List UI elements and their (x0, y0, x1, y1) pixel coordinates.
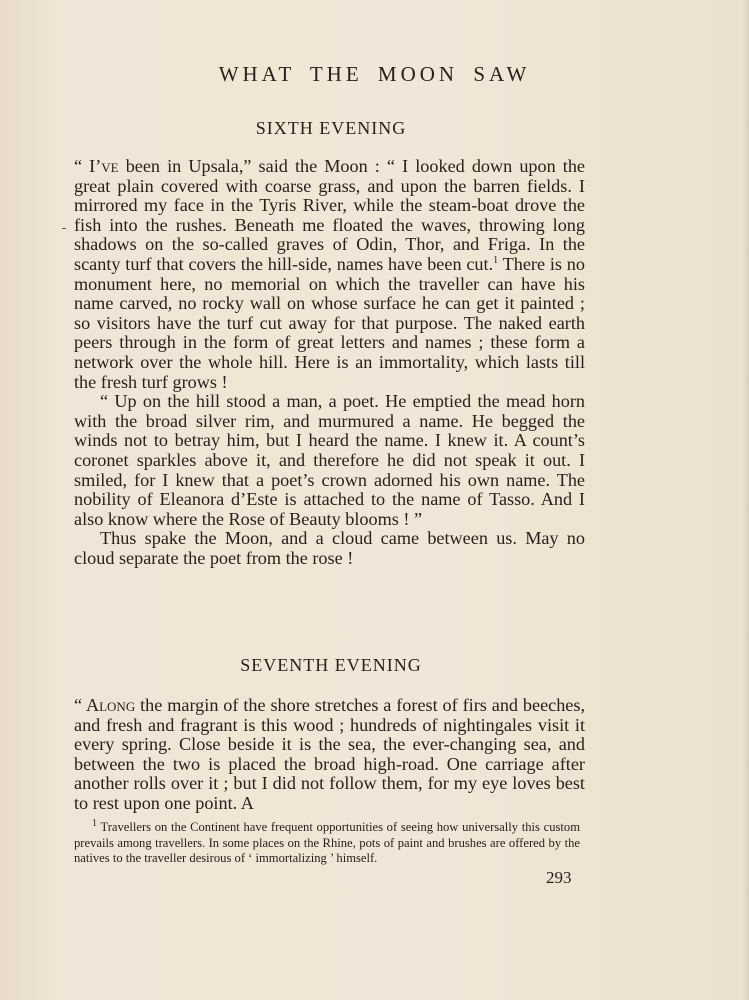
footnote-body: Travellers on the Continent have frequent opportunities of seeing how universally this custom prevails among travellers. In some places on the Rhine, pots of paint and brushes are offered by the natives to the traveller desirous of ‘ immortalizing ’ himself. (74, 820, 580, 865)
paragraph-lead: “ Along (74, 695, 136, 715)
section-title-sixth-evening: SIXTH EVENING (255, 118, 407, 138)
paragraph: Thus spake the Moon, and a cloud came between us. May no cloud separate the poet from the rose ! (74, 528, 585, 568)
page-number: 293 (546, 868, 572, 887)
paragraph: “ Up on the hill stood a man, a poet. He emptied the mead horn with the broad silver rim, and murmured a name. He begged the winds not to betray him, but I heard the name. I knew it. A count’s coronet sparkles above it, and therefore he did not speak it out. I smiled, for I knew that a poet’s crown adorned his own name. The nobility of Eleanora d’Este is attached to the name of Tasso. And I also know where the Rose of Beauty blooms ! ” (74, 391, 585, 529)
section-title-seventh-evening: SEVENTH EVENING (240, 655, 422, 675)
running-head: WHAT THE MOON SAW (218, 62, 531, 86)
paragraph-text: been in Upsala,” said the Moon : “ I looked down upon the great plain covered with coarse grass, and upon the barren fields. I mirrored my face in the Tyris River, while the steam-boat drove the fish into the rushes. Beneath me floated the waves, throwing long shadows on the so-called graves of Odin, Thor, and Friga. In the scanty turf that covers the hill-side, names have been cut. (74, 156, 586, 274)
sixth-evening-body (74, 157, 585, 568)
paragraph (74, 157, 585, 392)
footnote-reference: 1 (493, 254, 499, 266)
margin-mark (62, 228, 66, 229)
paragraph-text: the margin of the shore stretches a forest of firs and beeches, and fresh and fragrant is this wood ; hundreds of nightingales visit it every spring. Close beside it is the sea, the ever-changing sea, and between the two is placed the broad high-road. One carriage after another rolls over it ; but I did not follow them, for my eye loves best to rest upon one point. A (74, 695, 586, 813)
paragraph-lead: “ I’ve (74, 156, 119, 176)
page-edge-shadow (743, 0, 749, 1000)
paragraph (74, 696, 585, 814)
footnote-marker: 1 (92, 817, 97, 829)
paragraph-text-continued: There is no monument here, no memorial on which the traveller can have his name carved, no rocky wall on whose surface he can get it painted ; so visitors have the turf cut away for that purpose. The naked earth peers through in the form of great letters and names ; these form a network over the whole hill. Here is an immortality, which lasts till the fresh turf grows ! (74, 253, 585, 392)
seventh-evening-body (74, 696, 585, 814)
footnote-text (74, 817, 580, 867)
footnote (74, 817, 580, 867)
